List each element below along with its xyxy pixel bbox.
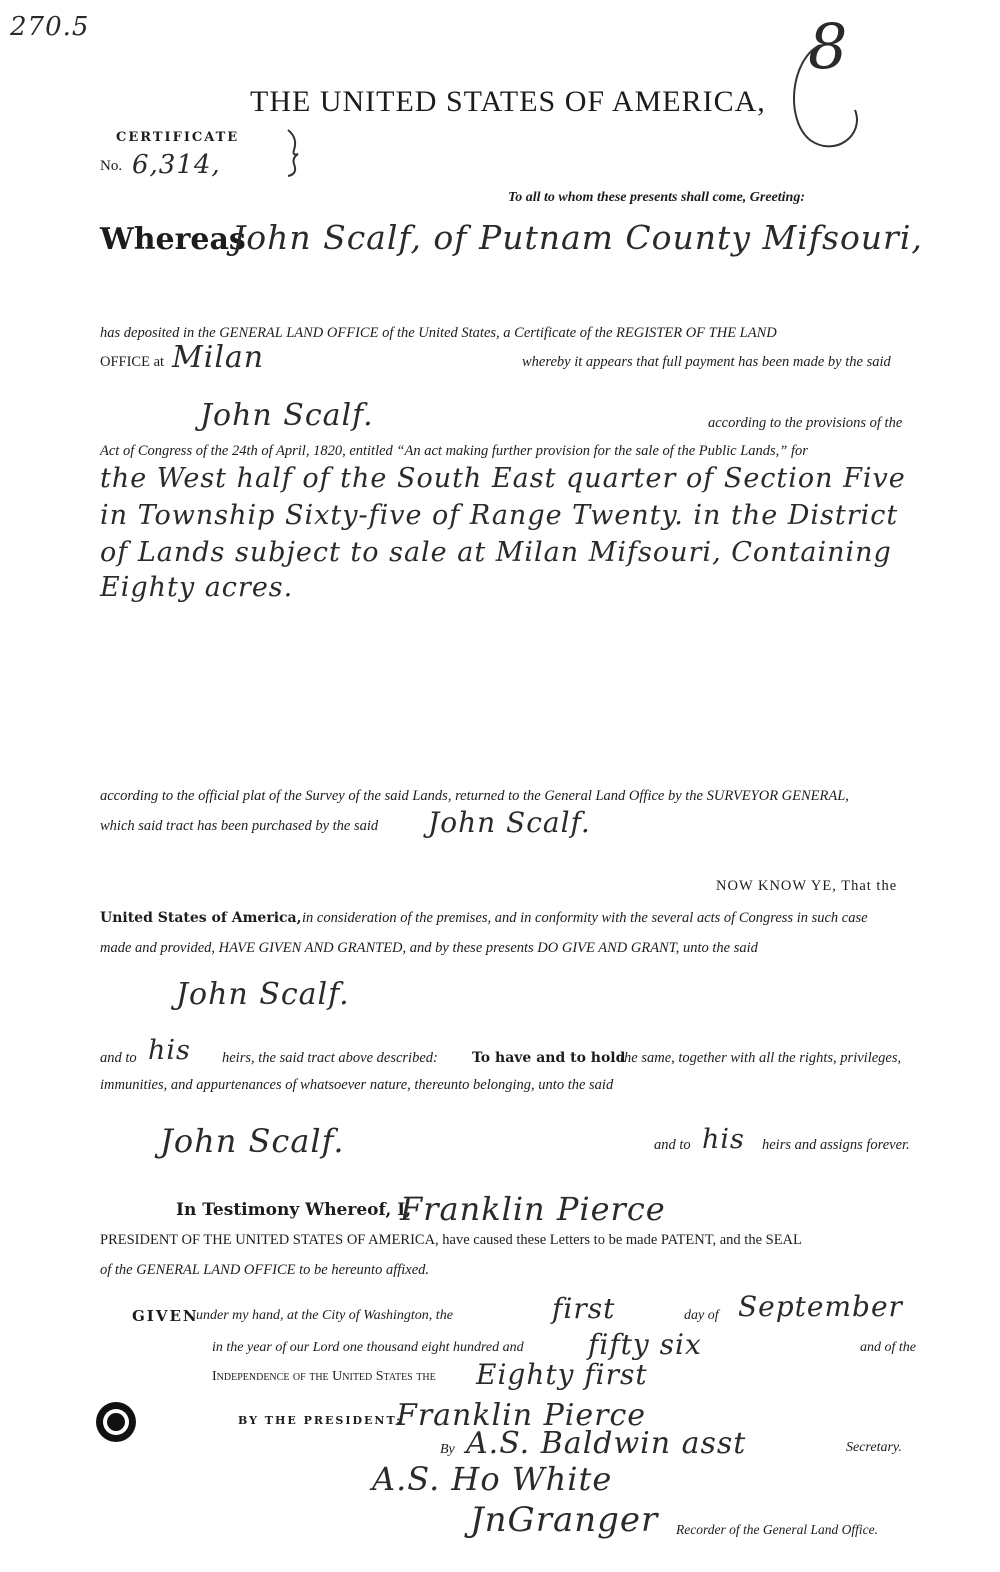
heirs-line-1-end: the same, together with all the rights, privileges,: [620, 1050, 902, 1066]
given-month: September: [738, 1290, 903, 1323]
land-description-line: the West half of the South East quarter of Section Five: [100, 463, 906, 494]
corner-note: 270.5: [10, 12, 90, 42]
land-description-line: Eighty acres.: [100, 572, 294, 603]
deposit-line-2-prefix: OFFICE at: [100, 354, 165, 370]
document-title: THE UNITED STATES OF AMERICA,: [250, 85, 766, 118]
certificate-brace: [284, 128, 304, 178]
heirs-pronoun-2: his: [702, 1124, 745, 1155]
land-office-seal-icon: [94, 1400, 138, 1444]
given-day: first: [552, 1292, 616, 1325]
testimony-label: In Testimony Whereof, I,: [176, 1200, 412, 1220]
recorder-signature-2: JnGranger: [470, 1500, 659, 1540]
corner-mark-flourish: [780, 40, 870, 160]
now-know-ye: NOW KNOW YE, That the: [716, 878, 898, 894]
whereas-label: Whereas: [100, 222, 246, 257]
payer-name: John Scalf.: [200, 398, 374, 433]
independence-text: Independence of the United States the: [212, 1369, 436, 1384]
given-text-1: under my hand, at the City of Washington, the: [196, 1308, 453, 1323]
secretary-signature: A.S. Baldwin asst: [466, 1426, 747, 1461]
deposit-line-2-suffix: whereby it appears that full payment has been made by the said: [522, 354, 891, 370]
given-label: GIVEN: [132, 1307, 199, 1325]
recorder-signature-1: A.S. Ho White: [372, 1460, 613, 1498]
act-line: Act of Congress of the 24th of April, 1820, entitled “An act making further provision for the sale of the Public Lands,” for: [100, 443, 808, 459]
certificate-number: 6,314,: [132, 150, 221, 180]
heirs-and-to: and to: [654, 1137, 691, 1153]
grantee-name: John Scalf.: [176, 977, 350, 1012]
certificate-label: CERTIFICATE: [116, 130, 240, 145]
corner-mark: 8: [808, 10, 849, 83]
heirs-prefix: and to: [100, 1050, 137, 1066]
by-label: By: [440, 1442, 455, 1457]
deposit-line-1: has deposited in the GENERAL LAND OFFICE of the United States, a Certificate of the REGISTER OF THE LAND: [100, 325, 777, 341]
survey-line-2-prefix: which said tract has been purchased by the said: [100, 818, 379, 834]
certificate-no-label: No.: [100, 158, 123, 174]
grant-line-2: made and provided, HAVE GIVEN AND GRANTED, and by these presents DO GIVE AND GRANT, unto the said: [100, 940, 758, 956]
land-description-line: of Lands subject to sale at Milan Mifsouri, Containing: [100, 537, 892, 568]
grant-line-1: in consideration of the premises, and in conformity with the several acts of Congress in such case: [302, 910, 868, 926]
land-office-name: Milan: [172, 340, 265, 375]
given-and-of-the: and of the: [860, 1340, 916, 1355]
whereas-name: John Scalf, of Putnam County Mifsouri,: [232, 218, 923, 257]
given-year: fifty six: [588, 1328, 702, 1361]
president-name: Franklin Pierce: [400, 1190, 666, 1228]
heir-grantee-name: John Scalf.: [160, 1122, 345, 1160]
secretary-label: Secretary.: [846, 1440, 902, 1455]
purchaser-name: John Scalf.: [428, 806, 591, 839]
independence-year: Eighty first: [476, 1358, 648, 1391]
given-text-2: in the year of our Lord one thousand eight hundred and: [212, 1340, 524, 1355]
by-the-president-label: BY THE PRESIDENT:: [238, 1414, 403, 1427]
greeting: To all to whom these presents shall come, Greeting:: [508, 190, 805, 205]
grant-united-states: United States of America,: [100, 910, 302, 926]
heirs-forever: heirs and assigns forever.: [762, 1137, 910, 1153]
to-have-and-to-hold: To have and to hold: [472, 1050, 626, 1066]
survey-line-1: according to the official plat of the Survey of the said Lands, returned to the General Land Office by the SURVEYOR GENERAL,: [100, 788, 849, 804]
given-day-of: day of: [684, 1308, 719, 1323]
heirs-line-1: heirs, the said tract above described:: [222, 1050, 438, 1066]
payer-suffix: according to the provisions of the: [708, 415, 903, 431]
testimony-line-2: of the GENERAL LAND OFFICE to be hereunto affixed.: [100, 1262, 430, 1278]
heirs-pronoun: his: [148, 1035, 191, 1066]
president-signature: Franklin Pierce: [396, 1398, 647, 1433]
recorder-label: Recorder of the General Land Office.: [676, 1522, 878, 1537]
heirs-line-2: immunities, and appurtenances of whatsoever nature, thereunto belonging, unto the said: [100, 1077, 614, 1093]
testimony-line-1: PRESIDENT OF THE UNITED STATES OF AMERICA, have caused these Letters to be made PATENT, and the SEAL: [100, 1232, 802, 1248]
land-description-line: in Township Sixty-five of Range Twenty. in the District: [100, 500, 899, 531]
